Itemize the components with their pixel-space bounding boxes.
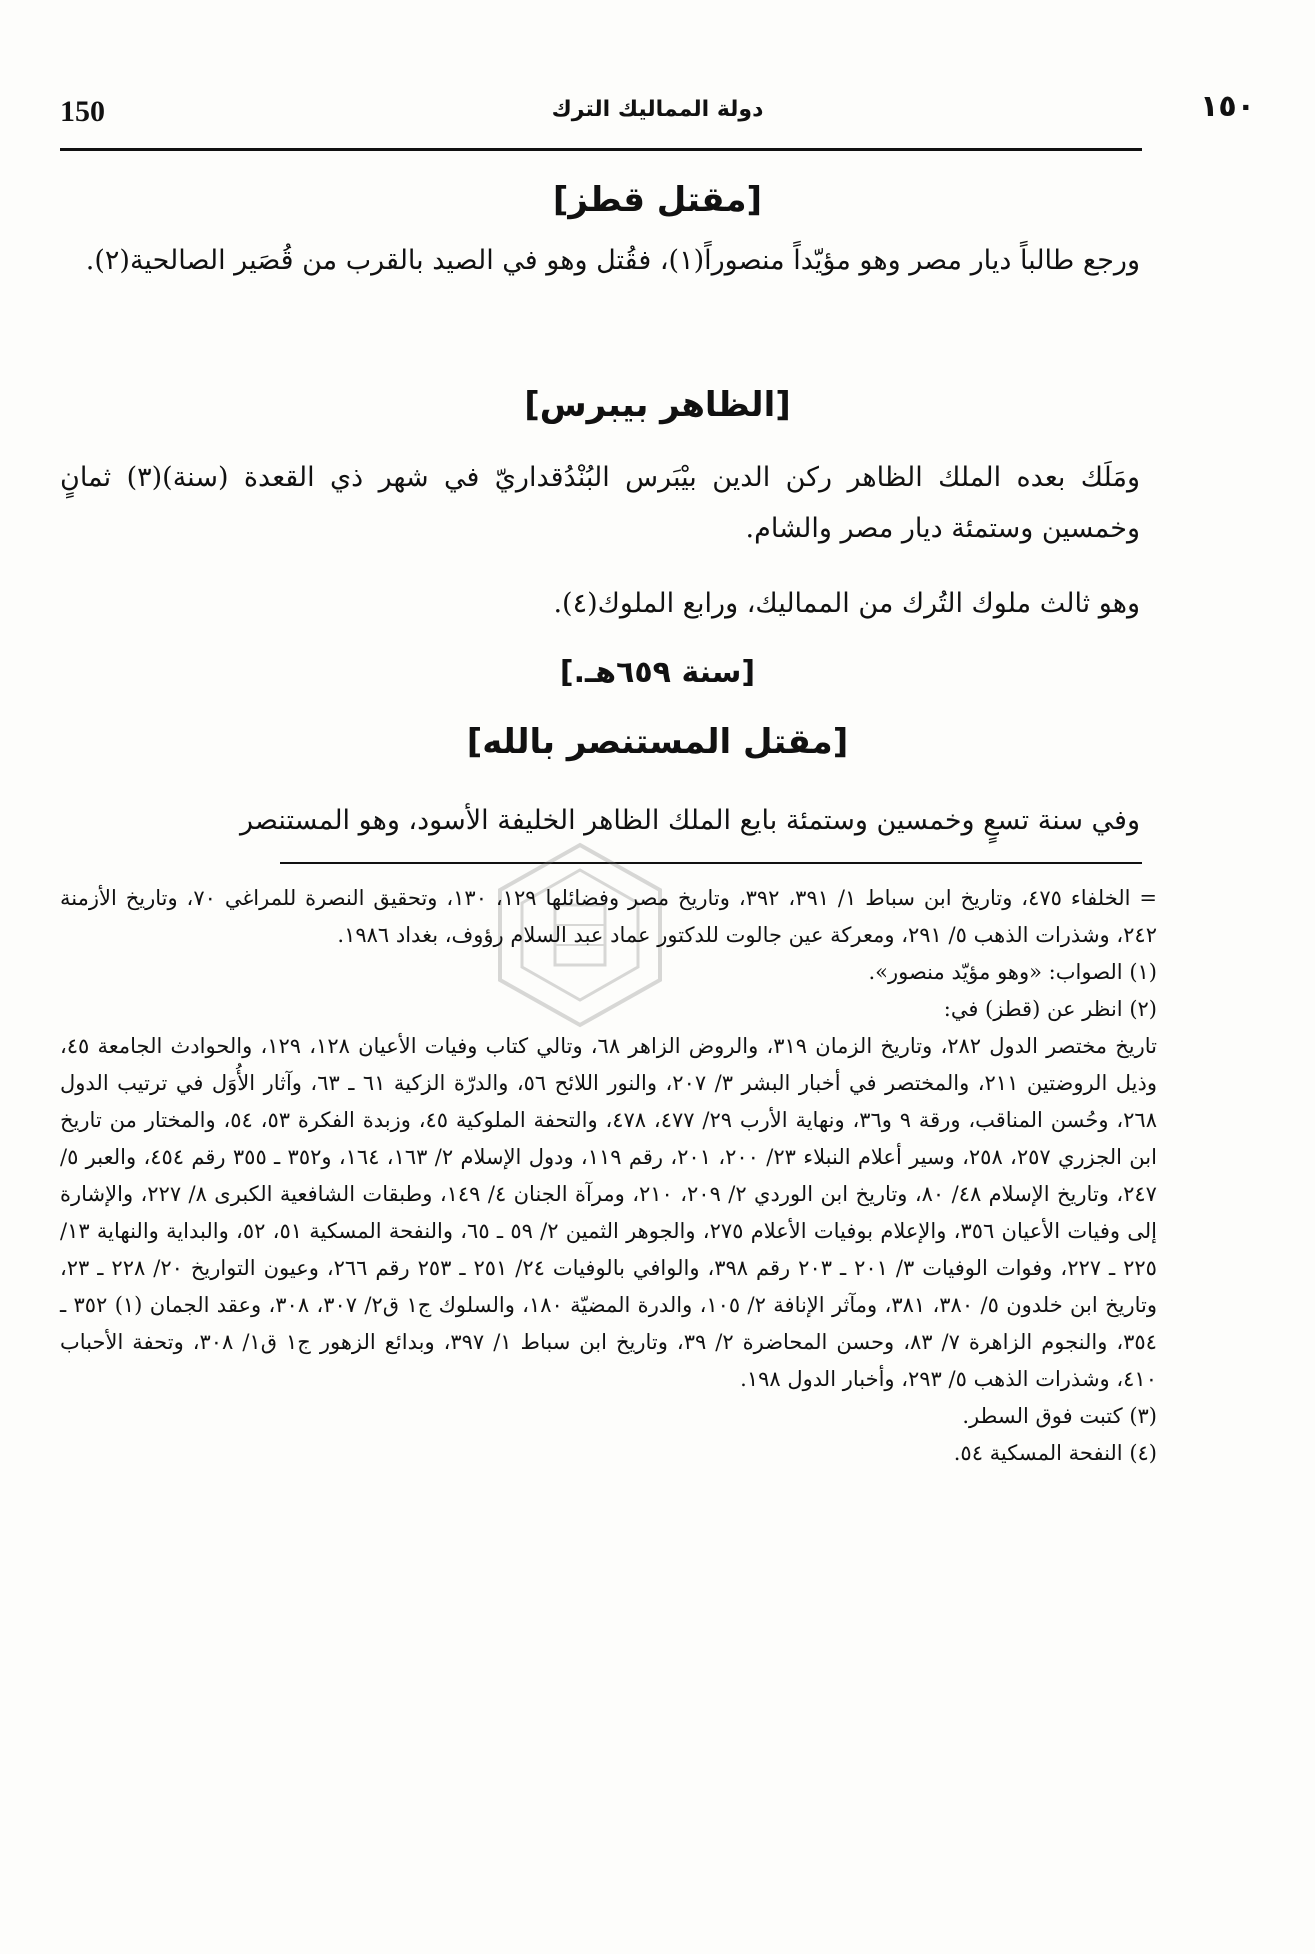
section-heading-baibars: [الظاهر بيبرس] bbox=[524, 385, 791, 425]
paragraph-baibars-2: وهو ثالث ملوك التُرك من المماليك، ورابع الملوك(٤). bbox=[553, 588, 1140, 619]
footnote-rule bbox=[280, 862, 1142, 864]
paragraph-qutuz: ورجع طالباً ديار مصر وهو مؤيّداً منصوراً(١)، فقُتل وهو في الصيد بالقرب من قُصَير الصالحية(٢). bbox=[85, 245, 1140, 276]
footnote-continuation: = الخلفاء ٤٧٥، وتاريخ ابن سباط ١/ ٣٩١، ٣٩٢، وتاريخ مصر وفضائلها ١٢٩، ١٣٠، وتحقيق النصرة للمراغي ٧٠، وتاريخ الأزمنة ٢٤٢، وشذرات الذهب ٥/ ٢٩١، ومعركة عين جالوت للدكتور عماد عبد السلام رؤوف، بغداد ١٩٨٦. bbox=[60, 886, 1158, 947]
footnote-4: (٤) النفحة المسكية ٥٤. bbox=[953, 1441, 1157, 1465]
footnote-2-bibliography: تاريخ مختصر الدول ٢٨٢، وتاريخ الزمان ٣١٩، والروض الزاهر ٦٨، وتالي كتاب وفيات الأعيان ١٢٨، ١٢٩، والحوادث الجامعة ٤٥، وذيل الروضتين ٢١١، والمختصر في أخبار البشر ٣/ ٢٠٧، والنور اللائح ٥٦، والدرّة الزكية ٦١ ـ ٦٣، وآثار الأُوَل في ترتيب الدول ٢٦٨، وحُسن المناقب، ورقة ٩ و٣٦، ونهاية الأرب ٢٩/ ٤٧٧، ٤٧٨، والتحفة الملوكية ٤٥، وزبدة الفكرة ٥٣، ٥٤، والمختار من تاريخ ابن الجزري ٢٥٧، ٢٥٨، وسير أعلام النبلاء ٢٣/ ٢٠٠، ٢٠١، رقم ١١٩، ودول الإسلام ٢/ ١٦٣، ١٦٤، و٣٥٢ ـ ٣٥٥ رقم ٤٥٤، والعبر ٥/ ٢٤٧، وتاريخ الإسلام ٤٨/ ٨٠، وتاريخ ابن الوردي ٢/ ٢٠٩، ٢١٠، ومرآة الجنان ٤/ ١٤٩، وطبقات الشافعية الكبرى ٨/ ٢٢٧، والإشارة إلى وفيات الأعيان ٣٥٦، والإعلام بوفيات الأعلام ٢٧٥، والجوهر الثمين ٢/ ٥٩ ـ ٦٥، والنفحة المسكية ٥١، ٥٢، والبداية والنهاية ١٣/ ٢٢٥ ـ ٢٢٧، وفوات الوفيات ٣/ ٢٠١ ـ ٢٠٣ رقم ٣٩٨، والوافي بالوفيات ٢٤/ ٢٥١ ـ ٢٥٣ رقم ٢٦٦، وعيون التواريخ ٢٠/ ٢٢٨ ـ ٢٣، وتاريخ ابن خلدون ٥/ ٣٨٠، ٣٨١، ومآثر الإنافة ٢/ ١٠٥، والدرة المضيّة ١٨٠، والسلوك ج١ ق٢/ ٣٠٧، ٣٠٨، وعقد الجمان (١) ٣٥٢ ـ ٣٥٤، والنجوم الزاهرة ٧/ ٨٣، وحسن المحاضرة ٢/ ٣٩، وتاريخ ابن سباط ١/ ٣٩٧، وبدائع الزهور ج١ ق١/ ٣٠٨، وتحفة الأحباب ٤١٠، وشذرات الذهب ٥/ ٢٩٣، وأخبار الدول ١٩٨. bbox=[60, 1034, 1158, 1391]
header-rule bbox=[60, 148, 1142, 151]
footnote-2-head: (٢) انظر عن (قطز) في: bbox=[943, 997, 1157, 1021]
page-number-latin: 150 bbox=[60, 95, 105, 128]
footnote-3: (٣) كتبت فوق السطر. bbox=[962, 1404, 1157, 1428]
paragraph-mustansir: وفي سنة تسعٍ وخمسين وستمئة بايع الملك الظاهر الخليفة الأسود، وهو المستنصر bbox=[240, 805, 1140, 836]
footnote-1: (١) الصواب: «وهو مؤيّد منصور». bbox=[868, 960, 1157, 984]
page-number-arabic: ١٥٠ bbox=[1200, 89, 1255, 124]
section-heading-year: [سنة ٦٥٩هـ.] bbox=[559, 655, 756, 690]
section-heading-qutuz: [مقتل قطز] bbox=[552, 180, 763, 220]
page-header bbox=[60, 89, 1255, 145]
running-title: دولة المماليك الترك bbox=[551, 97, 764, 122]
paragraph-baibars-1: ومَلَك بعده الملك الظاهر ركن الدين بيْبَرس البُنْدُقداريّ في شهر ذي القعدة (سنة)(٣) ثمانٍ وخمسين وستمئة ديار مصر والشام. bbox=[60, 462, 1141, 544]
section-heading-mustansir: [مقتل المستنصر بالله] bbox=[466, 722, 849, 762]
footnotes bbox=[60, 880, 1157, 1472]
